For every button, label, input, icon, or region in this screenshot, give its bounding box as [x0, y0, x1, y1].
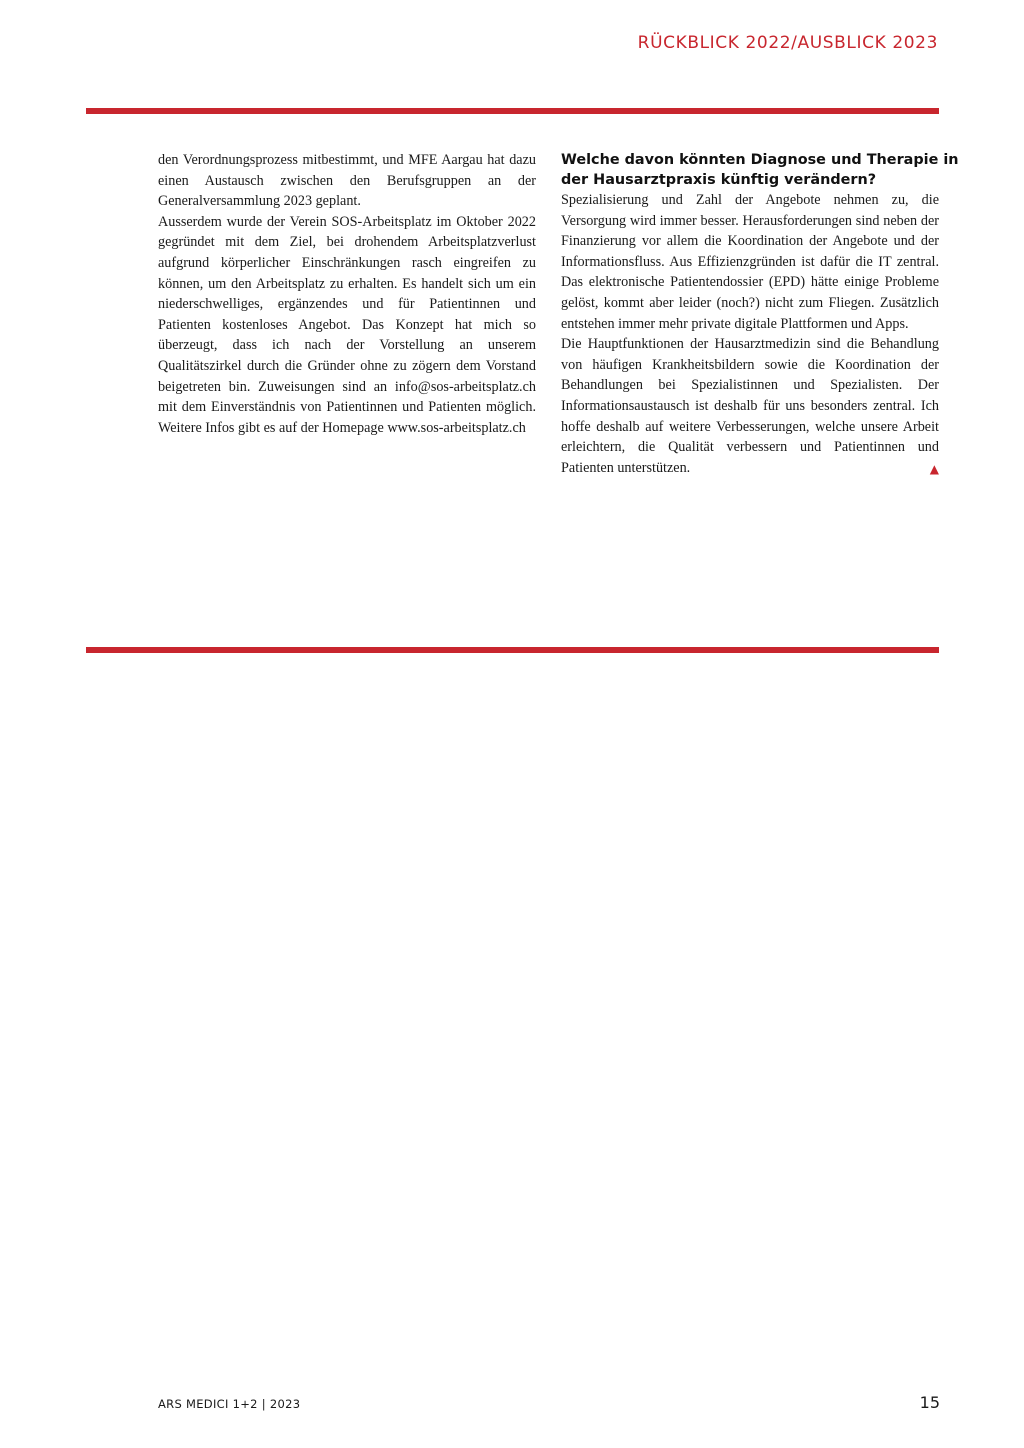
left-paragraph-2: Ausserdem wurde der Verein SOS-Arbeitsplatz im Oktober 2022 gegründet mit dem Ziel, bei drohendem Arbeitsplatzverlust aufgrund körperlicher Einschränkungen rasch eingreifen zu können, um den Arbeitsplatz zu erhalten. Es handelt sich um ein niederschwelliges, ergänzendes und für Patientinnen und Patienten kostenloses Angebot. Das Konzept hat mich so überzeugt, dass ich nach der Vorstellung an unserem Qualitätszirkel durch die Gründer ohne zu zögern dem Vorstand beigetreten bin. Zuweisungen sind an info@sos-arbeitsplatz.ch mit dem Einverständnis von Patientinnen und Patienten möglich. Weitere Infos gibt es auf der Homepage www.sos-arbeitsplatz.ch [158, 213, 536, 436]
right-paragraph-1: Spezialisierung und Zahl der Angebote nehmen zu, die Versorgung wird immer besser. Herausforderungen sind neben der Finanzierung vor allem die Koordination der Angebote und der Informationsfluss. Aus Effizienzgründen ist dafür die IT zentral. Das elektronische Patientendossier (EPD) hätte einige Probleme gelöst, kommt aber leider (noch?) nicht zum Fliegen. Zusätzlich entstehen immer mehr private digitale Plattformen und Apps. [561, 192, 939, 332]
top-red-rule [86, 108, 939, 114]
right-text-column [561, 150, 959, 478]
page-number: 15 [919, 1393, 940, 1412]
section-heading-line-1: Welche davon könnten Diagnose und Therapie in [561, 152, 959, 168]
bottom-red-rule [86, 647, 939, 653]
section-heading-line-2: der Hausarztpraxis künftig verändern? [561, 172, 877, 188]
left-paragraph-1: den Verordnungsprozess mitbestimmt, und MFE Aargau hat dazu einen Austausch zwischen den Berufsgruppen an der Generalversammlung 2023 geplant. [158, 152, 536, 210]
right-paragraph-2: Die Hauptfunktionen der Hausarztmedizin sind die Behandlung von häufigen Krankheitsbildern sowie die Koordination der Behandlungen bei Spezialistinnen und Spezialisten. Der Informationsaustausch ist deshalb für uns besonders zentral. Ich hoffe deshalb auf weitere Verbesserungen, welche unsere Arbeit erleichtern, die Qualität verbessern und Patientinnen und Patienten unterstützen. [561, 336, 939, 476]
footer-publication: ARS MEDICI 1+2 | 2023 [158, 1397, 301, 1411]
section-heading [561, 150, 959, 190]
article-end-triangle-icon: ▲ [929, 462, 939, 477]
running-head-title: RÜCKBLICK 2022/AUSBLICK 2023 [637, 33, 938, 53]
final-paragraph-wrapper [561, 334, 939, 478]
left-text-column [158, 150, 536, 438]
